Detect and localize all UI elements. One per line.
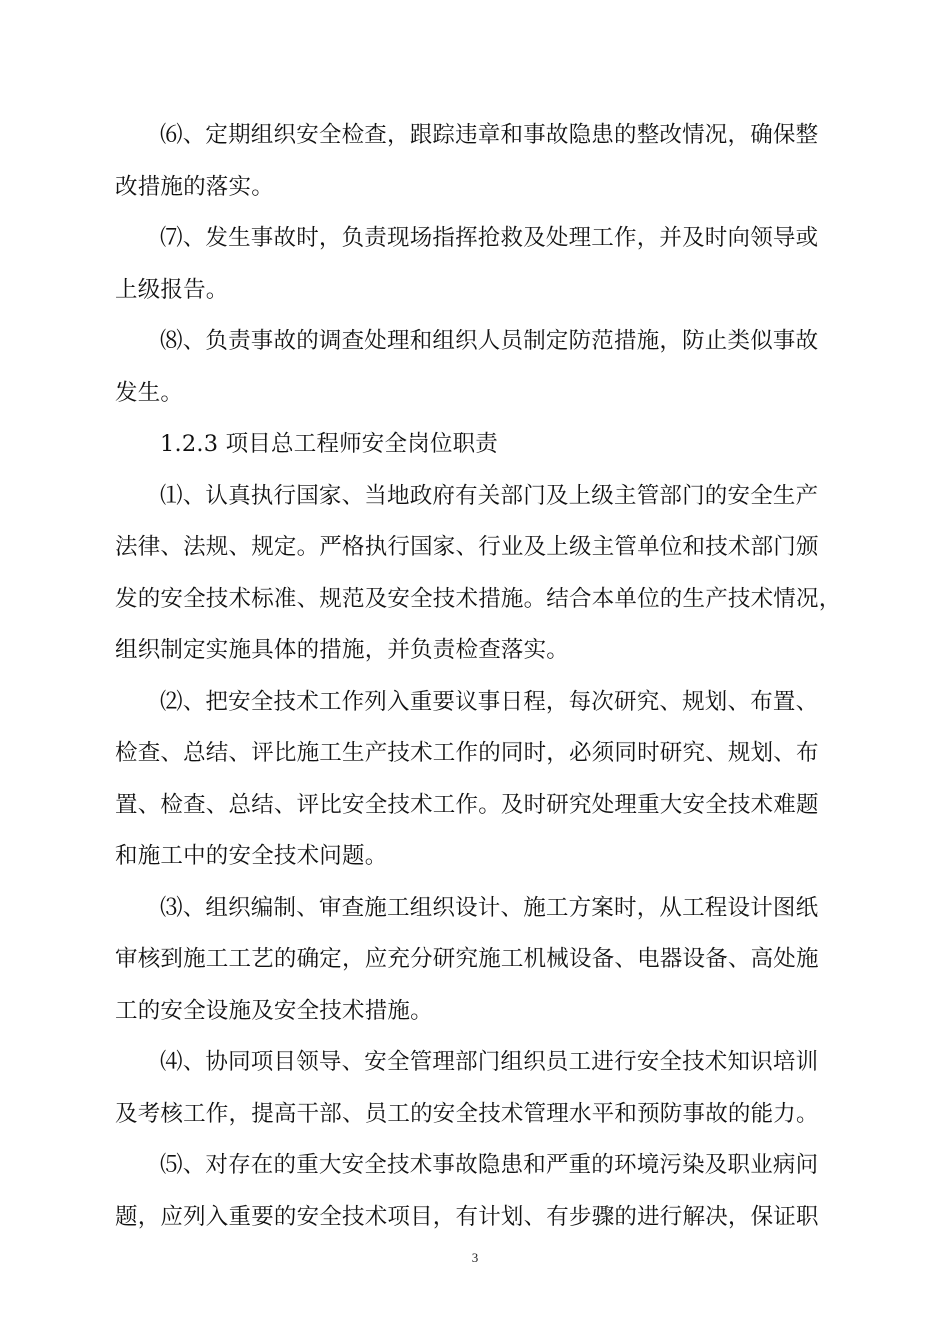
section-heading [115,419,860,471]
paragraph-item-1 [115,471,860,677]
text-line: 及考核工作，提高干部、员工的安全技术管理水平和预防事故的能力。 [115,1100,819,1127]
text-line: 改措施的落实。 [115,173,274,200]
text-line: ⑴、认真执行国家、当地政府有关部门及上级主管部门的安全生产 [160,482,819,509]
page-number: 3 [471,1250,479,1265]
paragraph-item-8 [115,316,860,419]
text-line: 置、检查、总结、评比安全技术工作。及时研究处理重大安全技术难题 [115,791,819,818]
paragraph-item-5 [115,1140,860,1243]
paragraph-item-3 [115,883,860,1038]
text-line: ⑹、定期组织安全检查，跟踪违章和事故隐患的整改情况，确保整 [160,122,819,148]
text-line: ⑷、协同项目领导、安全管理部门组织员工进行安全技术知识培训 [160,1049,819,1075]
text-line: ⑵、把安全技术工作列入重要议事日程，每次研究、规划、布置、 [160,688,819,715]
text-line: 上级报告。 [115,276,229,303]
text-line: ⑺、发生事故时，负责现场指挥抢救及处理工作，并及时向领导或 [160,225,819,251]
text-line: ⑶、组织编制、审查施工组织设计、施工方案时，从工程设计图纸 [160,894,819,921]
text-line: 审核到施工工艺的确定，应充分研究施工机械设备、电器设备、高处施 [115,946,819,972]
text-line: 发的安全技术标准、规范及安全技术措施。结合本单位的生产技术情况， [115,585,842,612]
text-line: 检查、总结、评比施工生产技术工作的同时，必须同时研究、规划、布 [115,740,819,766]
text-line: 发生。 [115,379,184,406]
paragraph-item-2 [115,677,860,883]
section-heading-text: 1.2.3 项目总工程师安全岗位职责 [160,431,499,457]
paragraph-item-4 [115,1037,860,1140]
text-line: 题，应列入重要的安全技术项目，有计划、有步骤的进行解决，保证职 [115,1203,819,1230]
text-line: ⑻、负责事故的调查处理和组织人员制定防范措施，防止类似事故 [160,328,819,354]
text-line: 和施工中的安全技术问题。 [115,843,388,869]
paragraph-item-6 [115,110,860,213]
body-text [115,110,860,1243]
text-line: ⑸、对存在的重大安全技术事故隐患和严重的环境污染及职业病问 [160,1152,819,1178]
text-line: 工的安全设施及安全技术措施。 [115,997,433,1024]
text-line: 法律、法规、规定。严格执行国家、行业及上级主管单位和技术部门颁 [115,534,819,560]
text-line: 组织制定实施具体的措施，并负责检查落实。 [115,637,570,663]
paragraph-item-7 [115,213,860,316]
